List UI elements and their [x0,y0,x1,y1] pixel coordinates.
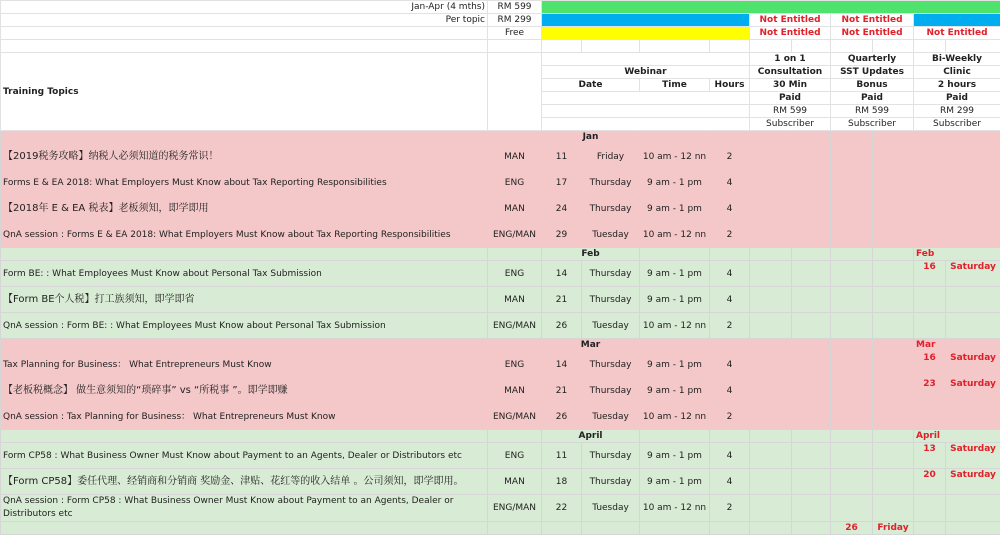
hours-cell[interactable]: 4 [710,378,750,404]
empty-cell[interactable] [582,522,640,535]
header-clinic[interactable]: Bi-Weekly [914,53,1000,66]
empty-cell[interactable] [873,248,914,261]
empty-cell[interactable] [831,144,873,170]
not-entitled-consult[interactable]: Not Entitled [750,27,831,40]
empty-cell[interactable] [792,404,831,430]
empty-cell[interactable] [710,339,750,352]
language-cell[interactable]: ENG [488,352,542,378]
empty-cell[interactable] [914,40,946,53]
empty-cell[interactable] [750,404,792,430]
empty-cell[interactable] [750,248,792,261]
table-row [1,352,1000,378]
empty-cell[interactable] [792,170,831,196]
date-weekday[interactable]: Friday [582,144,640,170]
empty-cell[interactable] [831,339,873,352]
header-sst[interactable]: Subscriber [831,118,914,131]
hours-cell[interactable]: 4 [710,287,750,313]
training-topic[interactable]: QnA session : Form CP58 : What Business Owner Must Know about Payment to an Agents, Dealer or Distributors etc [1,495,488,522]
language-cell[interactable]: ENG/MAN [488,313,542,339]
pricing-label[interactable]: Jan-Apr (4 mths) [1,1,488,14]
not-entitled-sst[interactable]: Not Entitled [831,27,914,40]
empty-cell[interactable] [792,248,831,261]
header-consult[interactable]: Subscriber [750,118,831,131]
table-row [1,1,1000,14]
hours-cell[interactable]: 2 [710,404,750,430]
time-cell[interactable]: 10 am - 12 nn [640,495,710,522]
header-clinic[interactable]: RM 299 [914,105,1000,118]
clinic-day[interactable]: 13 [914,443,946,469]
clinic-weekday[interactable] [946,196,1000,222]
empty-cell[interactable] [750,378,792,404]
empty-cell[interactable] [792,144,831,170]
header-date[interactable]: Date [542,79,640,92]
header-consult[interactable]: RM 599 [750,105,831,118]
empty-cell[interactable] [946,40,1000,53]
empty-cell[interactable] [542,522,582,535]
empty-cell[interactable] [873,40,914,53]
language-cell[interactable]: ENG/MAN [488,495,542,522]
month-label[interactable]: Feb [542,248,640,261]
empty-cell[interactable] [542,53,750,66]
header-clinic[interactable]: Paid [914,92,1000,105]
month-label[interactable]: April [542,430,640,443]
clinic-weekday[interactable] [946,222,1000,248]
pricing-bar[interactable] [542,14,750,27]
clinic-weekday[interactable]: Saturday [946,352,1000,378]
header-consult[interactable]: Paid [750,92,831,105]
table-row [1,40,1000,53]
time-cell[interactable]: 9 am - 1 pm [640,352,710,378]
empty-cell[interactable] [831,131,873,144]
empty-cell[interactable] [750,222,792,248]
hours-cell[interactable]: 2 [710,144,750,170]
clinic-weekday[interactable] [946,144,1000,170]
training-topic[interactable]: QnA session : Form BE: : What Employees Must Know about Personal Tax Submission [1,313,488,339]
empty-cell[interactable] [792,378,831,404]
time-cell[interactable]: 10 am - 12 nn [640,222,710,248]
date-weekday[interactable]: Thursday [582,261,640,287]
table-row [1,144,1000,170]
table-row [1,196,1000,222]
empty-cell[interactable] [750,170,792,196]
clinic-weekday[interactable] [946,404,1000,430]
empty-cell[interactable] [710,131,750,144]
empty-cell[interactable] [710,522,750,535]
empty-cell[interactable] [873,222,914,248]
empty-cell[interactable] [1,40,488,53]
time-cell[interactable]: 10 am - 12 nn [640,144,710,170]
clinic-weekday[interactable]: Saturday [946,261,1000,287]
hours-cell[interactable]: 4 [710,170,750,196]
date-weekday[interactable]: Tuesday [582,404,640,430]
empty-cell[interactable] [750,287,792,313]
pricing-bar[interactable] [914,14,1000,27]
clinic-day[interactable] [914,404,946,430]
empty-cell[interactable] [488,430,542,443]
empty-cell[interactable] [792,222,831,248]
training-topic[interactable]: Form BE: : What Employees Must Know about Personal Tax Submission [1,261,488,287]
table-row [1,287,1000,313]
header-consult[interactable]: 1 on 1 [750,53,831,66]
table-row [1,248,1000,261]
clinic-day[interactable]: 16 [914,352,946,378]
pricing-bar[interactable] [542,27,750,40]
clinic-weekday[interactable] [946,170,1000,196]
empty-cell[interactable] [1,339,488,352]
language-cell[interactable]: MAN [488,378,542,404]
date-day[interactable]: 21 [542,378,582,404]
empty-cell[interactable] [750,261,792,287]
empty-cell[interactable] [750,131,792,144]
training-topic[interactable]: QnA session : Forms E & EA 2018: What Employers Must Know about Tax Reporting Responsibilities [1,222,488,248]
empty-cell[interactable] [792,339,831,352]
date-weekday[interactable]: Tuesday [582,313,640,339]
language-cell[interactable]: ENG [488,170,542,196]
empty-cell[interactable] [873,495,914,522]
date-day[interactable]: 14 [542,352,582,378]
training-topic[interactable]: 【Form CP58】委任代理、经销商和分销商 奖励金、津贴、花红等的收入结单 。公司须知，即学即用。 [1,469,488,495]
clinic-day[interactable] [914,495,946,522]
clinic-weekday[interactable] [946,287,1000,313]
training-topic[interactable]: QnA session : Tax Planning for Business： What Entrepreneurs Must Know [1,404,488,430]
empty-cell[interactable] [750,144,792,170]
empty-cell[interactable] [792,430,831,443]
empty-cell[interactable] [831,287,873,313]
language-cell[interactable]: ENG [488,261,542,287]
date-day[interactable]: 14 [542,261,582,287]
time-cell[interactable]: 10 am - 12 nn [640,404,710,430]
clinic-day[interactable] [914,287,946,313]
empty-cell[interactable] [640,40,710,53]
time-cell[interactable]: 9 am - 1 pm [640,170,710,196]
empty-cell[interactable] [488,248,542,261]
table-row [1,131,1000,144]
empty-cell[interactable] [873,339,914,352]
hours-cell[interactable]: 4 [710,352,750,378]
training-topic[interactable]: 【Form BE个人税】打工族须知，即学即省 [1,287,488,313]
empty-cell[interactable] [831,248,873,261]
header-clinic[interactable]: Clinic [914,66,1000,79]
language-cell[interactable]: MAN [488,287,542,313]
empty-cell[interactable] [831,443,873,469]
header-sst[interactable]: Quarterly [831,53,914,66]
not-entitled-consult[interactable]: Not Entitled [750,14,831,27]
time-cell[interactable]: 9 am - 1 pm [640,287,710,313]
empty-cell[interactable] [1,131,488,144]
empty-cell[interactable] [750,522,792,535]
date-weekday[interactable]: Tuesday [582,495,640,522]
header-sst[interactable]: Bonus [831,79,914,92]
empty-cell[interactable] [640,248,710,261]
training-topic[interactable]: 【老板税概念】 做生意须知的“琐碎事” vs “所税事 ”。即学即赚 [1,378,488,404]
date-day[interactable]: 17 [542,170,582,196]
date-weekday[interactable]: Thursday [582,378,640,404]
date-weekday[interactable]: Thursday [582,170,640,196]
empty-cell[interactable] [750,339,792,352]
clinic-month[interactable]: Mar [914,339,1000,352]
empty-cell[interactable] [640,430,710,443]
date-day[interactable]: 24 [542,196,582,222]
pricing-label[interactable] [1,27,488,40]
empty-cell[interactable] [1,248,488,261]
empty-cell[interactable] [873,469,914,495]
header-sst[interactable]: RM 599 [831,105,914,118]
empty-cell[interactable] [873,430,914,443]
table-row [1,339,1000,352]
header-sst[interactable]: Paid [831,92,914,105]
clinic-month[interactable]: Feb [914,248,1000,261]
table-row [1,495,1000,522]
clinic-weekday[interactable]: Saturday [946,443,1000,469]
empty-cell[interactable] [750,469,792,495]
empty-cell[interactable] [710,430,750,443]
table-row [1,378,1000,404]
empty-cell[interactable] [831,222,873,248]
clinic-weekday[interactable]: Saturday [946,469,1000,495]
header-time[interactable]: Time [640,79,710,92]
empty-cell[interactable] [831,430,873,443]
empty-cell[interactable] [831,495,873,522]
month-label[interactable]: Mar [542,339,640,352]
empty-cell[interactable] [792,495,831,522]
empty-cell[interactable] [792,469,831,495]
table-row [1,313,1000,339]
time-cell[interactable]: 9 am - 1 pm [640,261,710,287]
clinic-day[interactable] [914,313,946,339]
empty-cell[interactable] [640,522,710,535]
empty-cell[interactable] [542,105,750,118]
empty-cell[interactable] [831,313,873,339]
clinic-day[interactable]: 16 [914,261,946,287]
empty-cell[interactable] [710,40,750,53]
empty-cell[interactable] [946,522,1000,535]
sst-day[interactable]: 26 [831,522,873,535]
table-row [1,53,1000,66]
pricing-price[interactable]: RM 299 [488,14,542,27]
hours-cell[interactable]: 4 [710,261,750,287]
empty-cell[interactable] [488,40,542,53]
hours-cell[interactable]: 4 [710,443,750,469]
training-topic[interactable]: Form CP58 : What Business Owner Must Know about Payment to an Agents, Dealer or Distributors etc [1,443,488,469]
empty-cell[interactable] [792,261,831,287]
empty-cell[interactable] [750,430,792,443]
table-row [1,404,1000,430]
empty-cell[interactable] [873,170,914,196]
empty-cell[interactable] [750,313,792,339]
empty-cell[interactable] [488,522,542,535]
clinic-day[interactable]: 20 [914,469,946,495]
empty-cell[interactable] [831,404,873,430]
language-cell[interactable]: MAN [488,144,542,170]
empty-cell[interactable] [488,131,542,144]
training-topic[interactable]: Tax Planning for Business： What Entrepreneurs Must Know [1,352,488,378]
empty-cell[interactable] [873,352,914,378]
hours-cell[interactable]: 2 [710,313,750,339]
empty-cell[interactable] [792,131,831,144]
table-row [1,261,1000,287]
pricing-bar[interactable] [542,1,1000,14]
empty-cell[interactable] [1,430,488,443]
empty-cell[interactable] [873,144,914,170]
hours-cell[interactable]: 2 [710,222,750,248]
clinic-day[interactable]: 23 [914,378,946,404]
empty-cell[interactable] [582,40,640,53]
clinic-day[interactable] [914,222,946,248]
pricing-price[interactable]: RM 599 [488,1,542,14]
empty-cell[interactable] [873,443,914,469]
table-row [1,443,1000,469]
language-cell[interactable]: ENG [488,443,542,469]
empty-cell[interactable] [792,443,831,469]
table-row [1,522,1000,535]
empty-cell[interactable] [831,469,873,495]
empty-cell[interactable] [831,196,873,222]
hours-cell[interactable]: 4 [710,196,750,222]
month-label[interactable]: Jan [542,131,640,144]
date-weekday[interactable]: Thursday [582,469,640,495]
clinic-weekday[interactable]: Saturday [946,378,1000,404]
empty-cell[interactable] [750,443,792,469]
clinic-month[interactable] [914,131,1000,144]
hours-cell[interactable]: 4 [710,469,750,495]
empty-cell[interactable] [792,352,831,378]
date-day[interactable]: 11 [542,144,582,170]
empty-cell[interactable] [873,196,914,222]
clinic-day[interactable] [914,196,946,222]
clinic-day[interactable] [914,144,946,170]
header-consult[interactable]: Consultation [750,66,831,79]
date-weekday[interactable]: Thursday [582,196,640,222]
date-weekday[interactable]: Thursday [582,352,640,378]
date-day[interactable]: 26 [542,313,582,339]
clinic-month[interactable]: April [914,430,1000,443]
date-day[interactable]: 21 [542,287,582,313]
empty-cell[interactable] [873,404,914,430]
empty-cell[interactable] [792,196,831,222]
empty-cell[interactable] [750,352,792,378]
date-day[interactable]: 29 [542,222,582,248]
empty-cell[interactable] [873,378,914,404]
pricing-label[interactable]: Per topic [1,14,488,27]
header-hours[interactable]: Hours [710,79,750,92]
empty-cell[interactable] [831,40,873,53]
training-topic[interactable]: 【2019税务攻略】纳税人必须知道的税务常识！ [1,144,488,170]
clinic-day[interactable] [914,170,946,196]
empty-cell[interactable] [1,522,488,535]
language-cell[interactable]: MAN [488,469,542,495]
table-row [1,469,1000,495]
empty-cell[interactable] [542,40,582,53]
empty-cell[interactable] [792,40,831,53]
not-entitled-clinic[interactable]: Not Entitled [914,27,1000,40]
hours-cell[interactable]: 2 [710,495,750,522]
empty-cell[interactable] [792,313,831,339]
time-cell[interactable]: 9 am - 1 pm [640,443,710,469]
date-weekday[interactable]: Tuesday [582,222,640,248]
empty-cell[interactable] [750,40,792,53]
date-day[interactable]: 11 [542,443,582,469]
table-row [1,27,1000,40]
table-row [1,222,1000,248]
time-cell[interactable]: 9 am - 1 pm [640,378,710,404]
empty-cell[interactable] [873,261,914,287]
empty-cell[interactable] [914,522,946,535]
table-row [1,14,1000,27]
header-sst[interactable]: SST Updates [831,66,914,79]
empty-cell[interactable] [831,352,873,378]
header-clinic[interactable]: 2 hours [914,79,1000,92]
clinic-weekday[interactable] [946,495,1000,522]
date-day[interactable]: 18 [542,469,582,495]
empty-cell[interactable] [831,378,873,404]
empty-cell[interactable] [488,53,542,131]
not-entitled-sst[interactable]: Not Entitled [831,14,914,27]
empty-cell[interactable] [831,261,873,287]
empty-cell[interactable] [542,92,750,105]
table-row [1,430,1000,443]
empty-cell[interactable] [640,339,710,352]
time-cell[interactable]: 10 am - 12 nn [640,313,710,339]
empty-cell[interactable] [873,287,914,313]
date-day[interactable]: 26 [542,404,582,430]
empty-cell[interactable] [542,118,750,131]
training-topic[interactable]: Forms E & EA 2018: What Employers Must Know about Tax Reporting Responsibilities [1,170,488,196]
language-cell[interactable]: ENG/MAN [488,404,542,430]
sst-weekday[interactable]: Friday [873,522,914,535]
empty-cell[interactable] [750,495,792,522]
time-cell[interactable]: 9 am - 1 pm [640,196,710,222]
clinic-weekday[interactable] [946,313,1000,339]
empty-cell[interactable] [710,248,750,261]
time-cell[interactable]: 9 am - 1 pm [640,469,710,495]
empty-cell[interactable] [873,131,914,144]
header-training-topics[interactable]: Training Topics [1,53,488,131]
empty-cell[interactable] [792,287,831,313]
empty-cell[interactable] [792,522,831,535]
language-cell[interactable]: ENG/MAN [488,222,542,248]
empty-cell[interactable] [750,196,792,222]
empty-cell[interactable] [873,313,914,339]
date-day[interactable]: 22 [542,495,582,522]
header-webinar[interactable]: Webinar [542,66,750,79]
empty-cell[interactable] [640,131,710,144]
header-consult[interactable]: 30 Min [750,79,831,92]
pricing-price[interactable]: Free [488,27,542,40]
empty-cell[interactable] [488,339,542,352]
training-topic[interactable]: 【2018年 E & EA 税表】老板须知，即学即用 [1,196,488,222]
table-row [1,170,1000,196]
language-cell[interactable]: MAN [488,196,542,222]
date-weekday[interactable]: Thursday [582,287,640,313]
empty-cell[interactable] [831,170,873,196]
date-weekday[interactable]: Thursday [582,443,640,469]
header-clinic[interactable]: Subscriber [914,118,1000,131]
